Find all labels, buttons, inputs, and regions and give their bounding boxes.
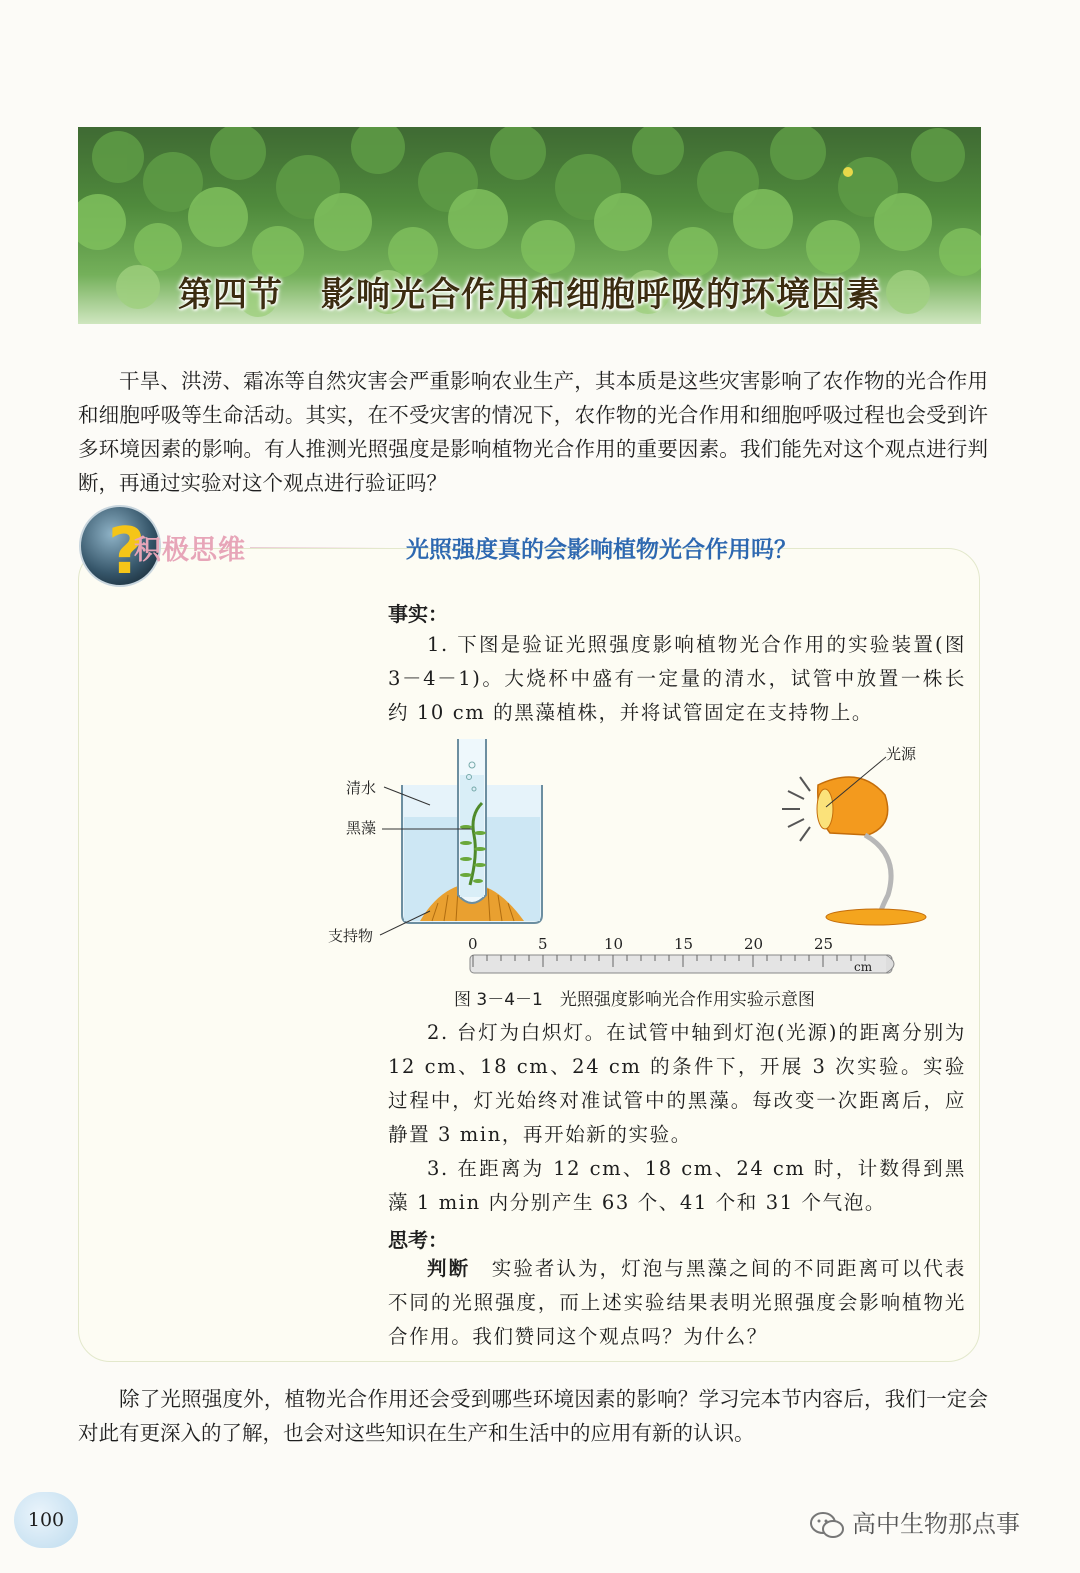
- fact-1: 1. 下图是验证光照强度影响植物光合作用的实验装置(图 3－4－1)。大烧杯中盛有一定量的清水，试管中放置一株长约 10 cm 的黑藻植株，并将试管固定在支持物上。: [388, 633, 966, 724]
- ruler: [468, 935, 894, 974]
- thinking-label: 积极思维: [134, 535, 246, 566]
- label-water: 清水: [346, 779, 377, 797]
- ruler-tick-0: 0: [468, 935, 478, 953]
- figure-caption: 图 3－4－1 光照强度影响光合作用实验示意图: [454, 990, 815, 1010]
- chapter-banner: [78, 127, 981, 324]
- experiment-figure: [320, 735, 940, 983]
- ruler-tick-5: 5: [538, 935, 548, 953]
- label-support: 支持物: [328, 927, 374, 945]
- thinking-divider: [250, 547, 390, 548]
- judge-label: 判断: [427, 1257, 471, 1280]
- badge-question-mark: ?: [108, 515, 146, 589]
- ruler-tick-25: 25: [814, 935, 834, 953]
- chapter-title: [78, 267, 981, 316]
- watermark-text: 高中生物那点事: [852, 1510, 1020, 1538]
- page-number: 100: [14, 1492, 78, 1548]
- ruler-unit: cm: [854, 960, 873, 974]
- label-algae: 黑藻: [346, 819, 377, 837]
- thinking-question: 光照强度真的会影响植物光合作用吗？: [406, 536, 797, 563]
- ruler-tick-15: 15: [674, 935, 694, 953]
- wechat-icon: [810, 1511, 844, 1539]
- lamp-icon: [782, 777, 926, 925]
- ruler-tick-10: 10: [604, 935, 624, 953]
- watermark: [810, 1504, 1020, 1539]
- fact-2: 2. 台灯为白炽灯。在试管中轴到灯泡(光源)的距离分别为 12 cm、18 cm、24 cm 的条件下，开展 3 次实验。实验过程中，灯光始终对准试管中的黑藻。每改变一次距离后，应静置 3 min，再开始新的实验。: [388, 1021, 966, 1146]
- closing-paragraph: 除了光照强度外，植物光合作用还会受到哪些环境因素的影响？学习完本节内容后，我们一定会对此有更深入的了解，也会对这些知识在生产和生活中的应用有新的认识。: [78, 1387, 988, 1445]
- intro-paragraph: 干旱、洪涝、霜冻等自然灾害会严重影响农业生产，其本质是这些灾害影响了农作物的光合作用和细胞呼吸等生命活动。其实，在不受灾害的情况下，农作物的光合作用和细胞呼吸过程也会受到许多环境因素的影响。有人推测光照强度是影响植物光合作用的重要因素。我们能先对这个观点进行判断，再通过实验对这个观点进行验证吗？: [78, 369, 988, 495]
- think-heading: 思考：: [388, 1228, 448, 1252]
- judge-paragraph: [388, 1252, 966, 1354]
- facts-heading: 事实：: [388, 602, 448, 626]
- section-number: 第四节: [178, 275, 283, 315]
- section-title: 影响光合作用和细胞呼吸的环境因素: [321, 275, 881, 315]
- ruler-tick-20: 20: [744, 935, 764, 953]
- judge-text: 实验者认为，灯泡与黑藻之间的不同距离可以代表不同的光照强度，而上述实验结果表明光照强度会影响植物光合作用。我们赞同这个观点吗？为什么？: [388, 1257, 967, 1348]
- label-light: 光源: [886, 745, 917, 763]
- fact-3: 3. 在距离为 12 cm、18 cm、24 cm 时，计数得到黑藻 1 min 内分别产生 63 个、41 个和 31 个气泡。: [388, 1157, 966, 1214]
